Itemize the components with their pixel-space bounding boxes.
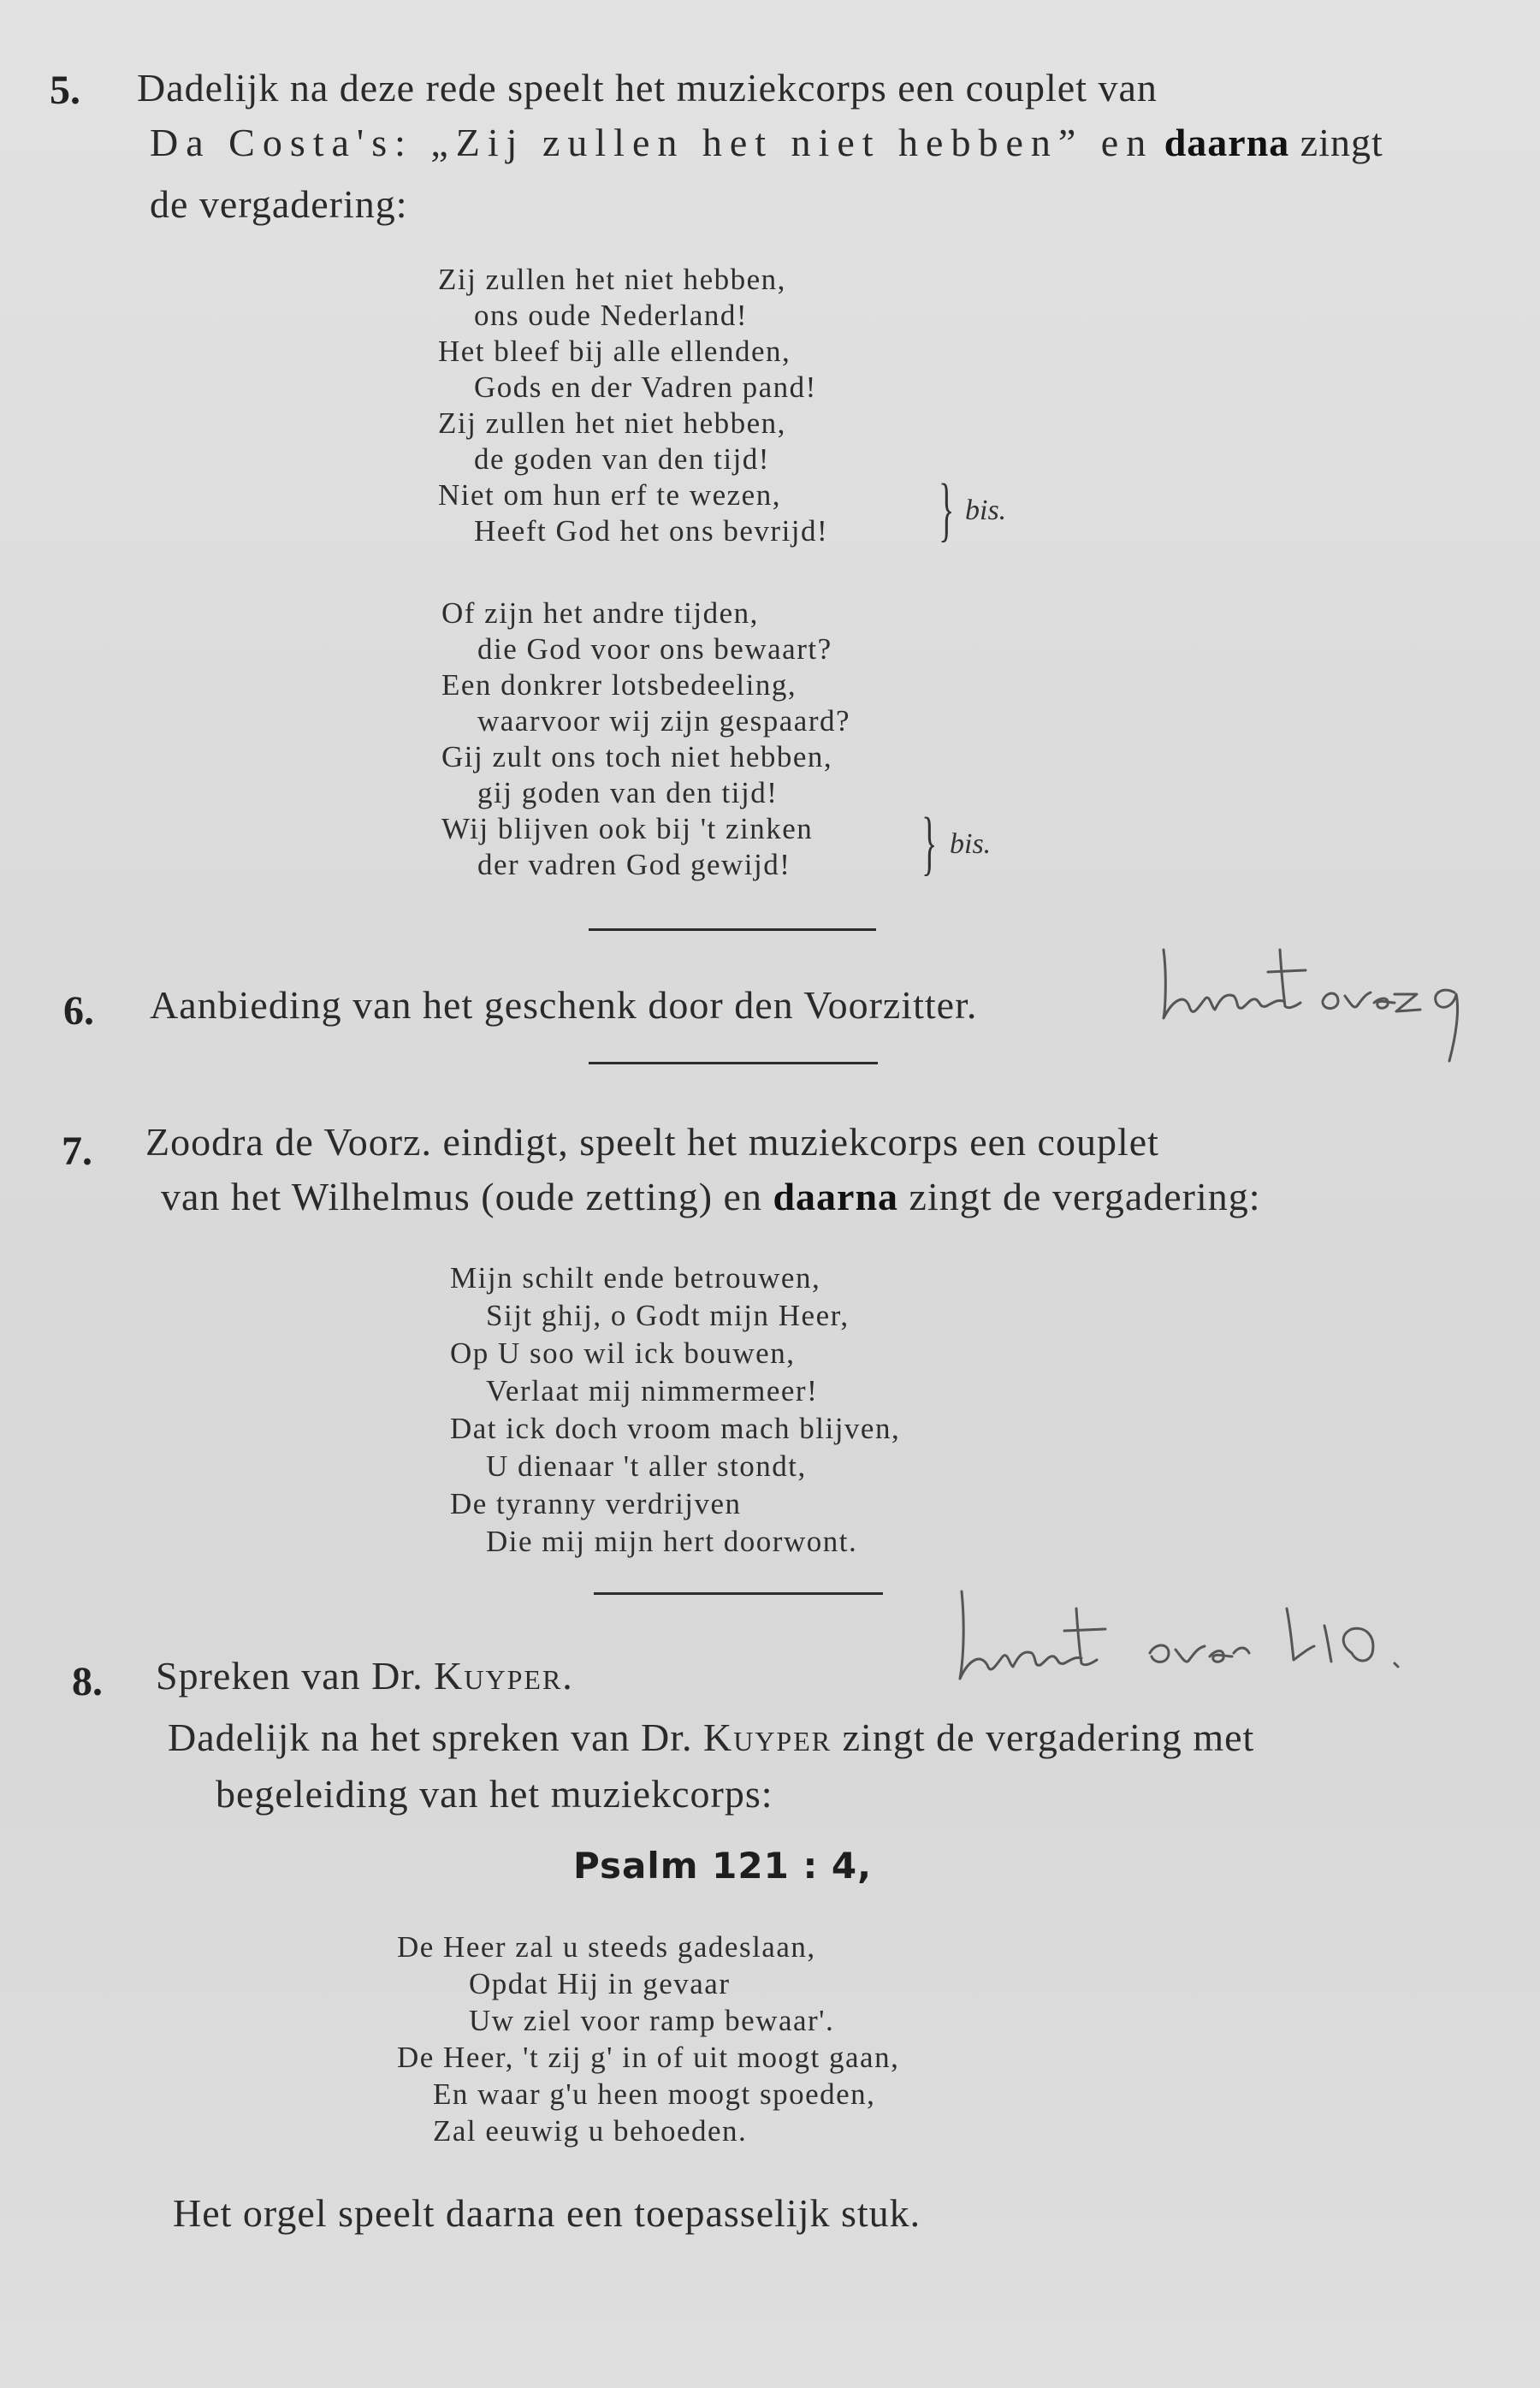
section-5-verse-1	[438, 262, 828, 549]
section-7-daarna: daarna	[773, 1175, 899, 1218]
section-7-line-2	[161, 1174, 1261, 1219]
verse-line: Op U soo wil ick bouwen,	[450, 1336, 796, 1370]
section-8-speaker-pre: Spreken van Dr.	[156, 1654, 424, 1698]
psalm-title: Psalm 121 : 4,	[573, 1845, 873, 1887]
verse-line: De Heer zal u steeds gadeslaan,	[397, 1930, 816, 1964]
verse-line: Verlaat mij nimmermeer!	[486, 1374, 819, 1407]
section-8-speaker-name: Kuyper.	[434, 1654, 574, 1698]
section-7-line-2-post: zingt de vergadering:	[909, 1175, 1261, 1218]
verse-line: Opdat Hij in gevaar	[469, 1967, 731, 2000]
bis-label: bis.	[950, 828, 992, 860]
section-5-number: 5.	[50, 68, 80, 113]
section-5-line-1: Dadelijk na deze rede speelt het muziekcorps een couplet van	[137, 66, 1158, 110]
verse-line: Sijt ghij, o Godt mijn Heer,	[486, 1299, 850, 1332]
verse-line: gij goden van den tijd!	[477, 776, 779, 809]
section-7-number: 7.	[62, 1129, 92, 1174]
section-5-line-2-post: zingt	[1300, 121, 1383, 164]
section-6-text: Aanbieding van het geschenk door den Voorzitter.	[150, 983, 978, 1027]
verse-line: En waar g'u heen moogt spoeden,	[433, 2077, 876, 2111]
section-8-line-1	[156, 1653, 574, 1698]
verse-line: De tyranny verdrijven	[450, 1487, 742, 1520]
verse-line: der vadren God gewijd!	[477, 848, 791, 881]
verse-line: de goden van den tijd!	[474, 442, 770, 476]
section-5-line-2-pre: Da Costa's: „Zij zullen het niet hebben” en	[150, 121, 1154, 164]
verse-line: Mijn schilt ende betrouwen,	[450, 1261, 821, 1295]
handwritten-note-10	[950, 1574, 1514, 1698]
section-8-paragraph-line-1	[168, 1715, 1254, 1760]
verse-line: Zij zullen het niet hebben,	[438, 406, 786, 440]
verse-line: Gij zult ons toch niet hebben,	[441, 740, 833, 773]
verse-line: De Heer, 't zij g' in of uit moogt gaan,	[397, 2041, 900, 2074]
verse-line: Uw ziel voor ramp bewaar'.	[469, 2004, 835, 2037]
section-6-number: 6.	[63, 988, 94, 1034]
verse-line: Of zijn het andre tijden,	[441, 596, 759, 630]
brace-icon: }	[939, 470, 955, 549]
divider	[589, 928, 876, 931]
section-5-line-2	[150, 120, 1383, 165]
verse-line: Zal eeuwig u behoeden.	[433, 2114, 748, 2148]
section-7-line-1: Zoodra de Voorz. eindigt, speelt het muziekcorps een couplet	[145, 1120, 1159, 1164]
section-7-line-2-pre: van het Wilhelmus (oude zetting) en	[161, 1175, 762, 1218]
section-8-paragraph-line-2: begeleiding van het muziekcorps:	[216, 1772, 773, 1816]
section-7-verse	[450, 1259, 900, 1561]
verse-line: U dienaar 't aller stondt,	[486, 1449, 807, 1483]
verse-line: die God voor ons bewaart?	[477, 632, 832, 666]
verse-line: Een donkrer lotsbedeeling,	[441, 668, 797, 702]
verse-line: Niet om hun erf te wezen,	[438, 478, 781, 512]
verse-line: Zij zullen het niet hebben,	[438, 263, 786, 296]
bis-label: bis.	[965, 495, 1007, 526]
section-5-line-3: de vergadering:	[150, 182, 408, 226]
verse-line: Wij blijven ook bij 't zinken	[441, 812, 814, 845]
verse-line: Heeft God het ons bevrijd!	[474, 514, 829, 548]
section-5-verse-2	[441, 596, 850, 883]
divider	[589, 1062, 878, 1064]
handwritten-note-9	[1155, 924, 1523, 1082]
divider	[594, 1592, 883, 1595]
verse-line: ons oude Nederland!	[474, 299, 749, 332]
verse-line: Gods en der Vadren pand!	[474, 370, 817, 404]
section-8-para-name: Kuyper	[702, 1715, 832, 1759]
section-8-verse	[397, 1929, 899, 2149]
section-8-number: 8.	[72, 1659, 103, 1704]
section-8-para-pre: Dadelijk na het spreken van Dr.	[168, 1715, 693, 1759]
section-8-para-post: zingt de vergadering met	[842, 1715, 1255, 1759]
section-5-daarna: daarna	[1164, 121, 1290, 164]
verse-line: Het bleef bij alle ellenden,	[438, 335, 791, 368]
verse-line: Die mij mijn hert doorwont.	[486, 1525, 858, 1558]
closing-line: Het orgel speelt daarna een toepasselijk stuk.	[173, 2191, 921, 2235]
verse-line: waarvoor wij zijn gespaard?	[477, 704, 851, 738]
verse-line: Dat ick doch vroom mach blijven,	[450, 1412, 901, 1445]
brace-icon: }	[921, 803, 938, 883]
